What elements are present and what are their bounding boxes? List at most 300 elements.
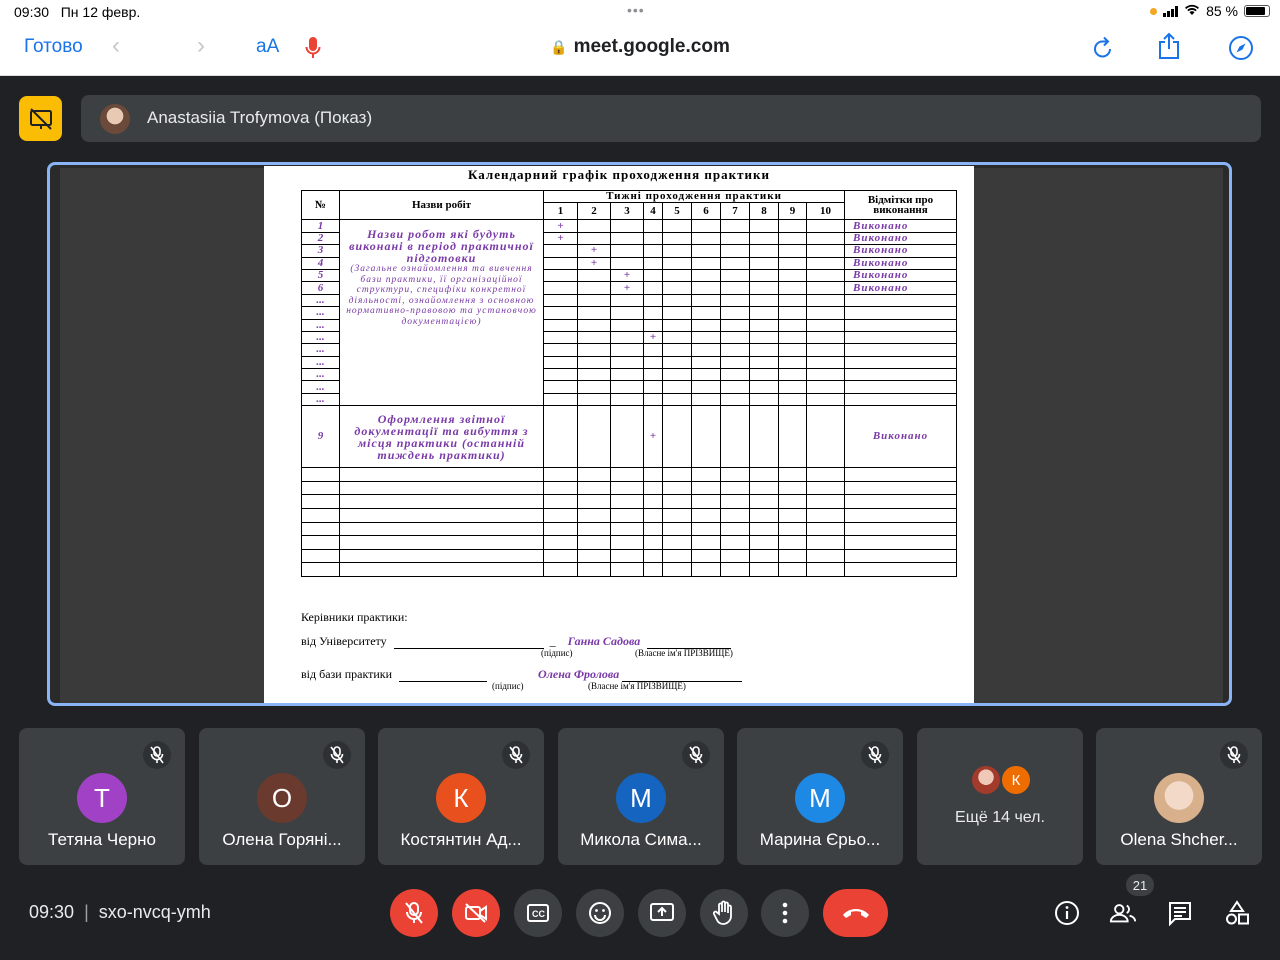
work-description-cell	[340, 220, 544, 406]
week-cell	[692, 257, 721, 269]
week-cell	[750, 245, 779, 257]
empty-cell	[845, 495, 957, 509]
table-row-9	[302, 406, 957, 468]
row-number: ...	[302, 381, 340, 393]
week-cell	[779, 406, 807, 468]
week-cell	[644, 245, 663, 257]
empty-cell	[544, 563, 578, 577]
empty-cell	[644, 536, 663, 550]
work-title: Назви робот які будуть виконані в період практичної підготовки	[349, 227, 534, 266]
empty-cell	[807, 536, 845, 550]
week-cell	[544, 319, 578, 331]
presenter-bar[interactable]	[81, 95, 1261, 142]
muted-mic-icon	[143, 741, 171, 769]
empty-cell	[340, 509, 544, 523]
week-cell	[544, 356, 578, 368]
week-cell	[611, 381, 644, 393]
week-cell	[692, 344, 721, 356]
empty-cell	[340, 549, 544, 563]
empty-cell	[807, 522, 845, 536]
week-number: 2	[578, 203, 611, 220]
empty-cell	[544, 536, 578, 550]
week-cell	[750, 319, 779, 331]
divider: |	[84, 902, 89, 922]
week-cell	[750, 232, 779, 244]
completion-mark	[845, 369, 957, 381]
week-cell	[807, 232, 845, 244]
participant-name: Костянтин Ад...	[400, 830, 522, 849]
week-cell	[663, 393, 692, 405]
muted-mic-icon	[502, 741, 530, 769]
empty-cell	[750, 509, 779, 523]
week-cell	[544, 331, 578, 343]
week-cell	[750, 344, 779, 356]
week-cell	[644, 319, 663, 331]
empty-cell	[721, 522, 750, 536]
participant-avatar	[436, 773, 486, 823]
week-cell	[692, 269, 721, 281]
week-cell	[578, 282, 611, 294]
completion-mark	[845, 344, 957, 356]
text-size-button[interactable]: аА	[256, 36, 280, 57]
empty-cell	[807, 509, 845, 523]
muted-mic-icon	[861, 741, 889, 769]
week-cell	[663, 220, 692, 232]
name-caption: (Власне ім'я ПРІЗВИЩЕ)	[635, 648, 733, 658]
orange-dot-icon	[1150, 8, 1157, 15]
week-cell	[611, 257, 644, 269]
people-count-badge: 21	[1126, 874, 1154, 896]
compass-icon[interactable]	[1228, 35, 1254, 67]
week-cell	[721, 319, 750, 331]
shared-screen[interactable]	[47, 162, 1232, 706]
empty-cell	[340, 522, 544, 536]
week-cell	[611, 393, 644, 405]
header-weeks: Тижні проходження практики	[544, 191, 845, 203]
week-cell	[663, 257, 692, 269]
battery-percent: 85 %	[1206, 3, 1238, 19]
more-options-button[interactable]	[761, 889, 809, 937]
week-cell	[578, 307, 611, 319]
week-cell	[644, 282, 663, 294]
empty-cell	[302, 509, 340, 523]
week-cell	[578, 269, 611, 281]
week-cell	[578, 232, 611, 244]
empty-cell	[807, 563, 845, 577]
empty-row	[302, 522, 957, 536]
base-label: від бази практики	[301, 667, 393, 681]
muted-mic-icon	[323, 741, 351, 769]
empty-cell	[663, 563, 692, 577]
participant-avatar	[795, 773, 845, 823]
plus-mark: +	[544, 232, 578, 244]
week-cell	[644, 294, 663, 306]
forward-icon[interactable]: ›	[197, 32, 205, 59]
week-cell	[611, 245, 644, 257]
meeting-details-button[interactable]	[1053, 899, 1081, 927]
week-cell	[750, 282, 779, 294]
empty-cell	[845, 509, 957, 523]
empty-cell	[807, 468, 845, 482]
week-cell	[663, 319, 692, 331]
empty-cell	[750, 563, 779, 577]
empty-cell	[779, 522, 807, 536]
week-cell	[750, 393, 779, 405]
participant-tile[interactable]	[378, 728, 544, 865]
back-icon[interactable]: ‹	[112, 32, 120, 59]
week-cell	[779, 307, 807, 319]
week-cell	[663, 369, 692, 381]
empty-cell	[807, 495, 845, 509]
week-cell	[692, 307, 721, 319]
week-cell	[644, 356, 663, 368]
week-cell	[692, 232, 721, 244]
row-number: 6	[302, 282, 340, 294]
week-cell	[807, 245, 845, 257]
header-marks: Відмітки про виконання	[845, 191, 957, 220]
week-cell	[578, 356, 611, 368]
empty-cell	[644, 468, 663, 482]
row-number: 9	[302, 406, 340, 468]
week-cell	[578, 344, 611, 356]
university-supervisor-name: Ганна Садова	[567, 634, 641, 648]
participant-avatar	[77, 773, 127, 823]
week-cell	[611, 232, 644, 244]
empty-cell	[845, 468, 957, 482]
week-cell	[750, 220, 779, 232]
name-caption: (Власне ім'я ПРІЗВИЩЕ)	[588, 681, 686, 691]
week-cell	[611, 220, 644, 232]
week-cell	[544, 282, 578, 294]
week-cell	[692, 220, 721, 232]
week-cell	[663, 406, 692, 468]
week-cell	[807, 269, 845, 281]
participant-tile[interactable]	[1096, 728, 1262, 865]
week-cell	[663, 307, 692, 319]
empty-cell	[663, 495, 692, 509]
plus-mark: +	[644, 406, 663, 468]
present-button[interactable]	[638, 889, 686, 937]
week-cell	[779, 356, 807, 368]
week-cell	[692, 282, 721, 294]
reactions-button[interactable]	[576, 889, 624, 937]
week-cell	[779, 344, 807, 356]
presentation-indicator-icon[interactable]	[19, 96, 62, 141]
avatar-initial: М	[630, 782, 652, 813]
done-button[interactable]: Готово	[24, 36, 83, 57]
row-number: 5	[302, 269, 340, 281]
week-cell	[611, 294, 644, 306]
empty-cell	[750, 522, 779, 536]
week-cell	[779, 257, 807, 269]
empty-cell	[544, 509, 578, 523]
row-number: ...	[302, 294, 340, 306]
empty-cell	[721, 549, 750, 563]
week-cell	[663, 232, 692, 244]
empty-cell	[779, 495, 807, 509]
week-cell	[750, 307, 779, 319]
participant-tile[interactable]	[737, 728, 903, 865]
week-cell	[721, 294, 750, 306]
week-cell	[721, 393, 750, 405]
base-supervisor-name: Олена Фролова	[538, 667, 620, 681]
empty-cell	[644, 549, 663, 563]
plus-mark: +	[644, 331, 663, 343]
chat-button[interactable]	[1166, 899, 1194, 927]
empty-cell	[578, 468, 611, 482]
empty-cell	[692, 468, 721, 482]
week-cell	[692, 369, 721, 381]
completion-mark: Виконано	[845, 232, 957, 244]
empty-cell	[721, 536, 750, 550]
empty-row	[302, 563, 957, 577]
more-participants-tile[interactable]	[917, 728, 1083, 865]
more-participants-label: Ещё 14 чел.	[955, 809, 1045, 826]
row-number: ...	[302, 369, 340, 381]
reload-icon[interactable]	[1092, 36, 1114, 66]
week-cell	[750, 369, 779, 381]
empty-cell	[302, 468, 340, 482]
week-cell	[807, 294, 845, 306]
week-cell	[721, 220, 750, 232]
activities-button[interactable]	[1223, 899, 1251, 927]
week-cell	[750, 356, 779, 368]
shapes-icon	[1224, 900, 1250, 926]
empty-cell	[611, 536, 644, 550]
completion-mark	[845, 307, 957, 319]
empty-row	[302, 549, 957, 563]
row-number: 2	[302, 232, 340, 244]
week-cell	[544, 294, 578, 306]
document-title: Календарний графік проходження практики	[468, 167, 770, 182]
empty-cell	[845, 522, 957, 536]
row-number: ...	[302, 344, 340, 356]
week-cell	[779, 319, 807, 331]
week-cell	[663, 294, 692, 306]
week-cell	[807, 344, 845, 356]
avatar-initial: О	[271, 782, 293, 813]
empty-cell	[578, 481, 611, 495]
empty-cell	[663, 522, 692, 536]
completion-mark	[845, 331, 957, 343]
people-icon	[1109, 901, 1137, 925]
multitasking-dots-icon[interactable]: •••	[627, 2, 645, 18]
empty-cell	[663, 549, 692, 563]
avatar-initial: К	[1011, 771, 1021, 789]
empty-cell	[750, 481, 779, 495]
week-cell	[611, 369, 644, 381]
leave-call-button[interactable]	[823, 889, 888, 937]
hand-icon	[712, 900, 736, 926]
empty-cell	[340, 468, 544, 482]
week-cell	[779, 331, 807, 343]
week-cell	[663, 381, 692, 393]
work-note: (Загальне ознайомлення та вивчення бази практики, її організаційної структури, специфіки конкретної діяльності, ознайомлення з основною нормативно-правовою та установчою документацією)	[346, 264, 537, 327]
chat-icon	[1167, 900, 1193, 926]
week-cell	[807, 282, 845, 294]
week-cell	[779, 269, 807, 281]
week-cell	[644, 257, 663, 269]
empty-cell	[779, 468, 807, 482]
participant-tile[interactable]	[558, 728, 724, 865]
empty-cell	[611, 563, 644, 577]
week-cell	[644, 232, 663, 244]
week-cell	[721, 356, 750, 368]
empty-cell	[779, 549, 807, 563]
presenter-name: Anastasiia Trofymova (Показ)	[147, 108, 373, 127]
completion-mark	[845, 381, 957, 393]
participant-name: Микола Сима...	[580, 830, 702, 849]
present-screen-icon	[649, 902, 675, 924]
empty-cell	[750, 549, 779, 563]
empty-cell	[340, 563, 544, 577]
hang-up-icon	[841, 906, 871, 920]
week-cell	[692, 381, 721, 393]
week-cell	[644, 369, 663, 381]
empty-cell	[340, 495, 544, 509]
week-cell	[663, 356, 692, 368]
week-cell	[644, 220, 663, 232]
empty-cell	[692, 481, 721, 495]
url-text: meet.google.com	[573, 36, 730, 57]
empty-cell	[779, 509, 807, 523]
week-cell	[779, 245, 807, 257]
battery-icon	[1244, 5, 1270, 17]
week-cell	[644, 269, 663, 281]
wifi-icon	[1184, 3, 1200, 19]
empty-cell	[663, 468, 692, 482]
empty-cell	[692, 522, 721, 536]
empty-cell	[578, 563, 611, 577]
week-cell	[578, 331, 611, 343]
empty-cell	[611, 468, 644, 482]
participant-name: Олена Горяні...	[222, 830, 342, 849]
empty-cell	[302, 481, 340, 495]
completion-mark: Виконано	[845, 406, 957, 468]
avatar-initial: М	[809, 782, 831, 813]
completion-mark: Виконано	[845, 245, 957, 257]
meeting-info	[29, 902, 211, 923]
week-cell	[721, 282, 750, 294]
empty-cell	[779, 536, 807, 550]
people-button[interactable]	[1109, 899, 1137, 927]
participant-tile[interactable]	[199, 728, 365, 865]
week-cell	[807, 406, 845, 468]
week-cell	[663, 344, 692, 356]
share-icon[interactable]	[1157, 32, 1181, 66]
week-cell	[779, 282, 807, 294]
empty-row	[302, 509, 957, 523]
week-cell	[611, 307, 644, 319]
completion-mark	[845, 393, 957, 405]
row-number: 3	[302, 245, 340, 257]
empty-cell	[721, 563, 750, 577]
week-cell	[611, 331, 644, 343]
signature-line	[399, 670, 487, 682]
week-cell	[692, 331, 721, 343]
status-date: Пн 12 февр.	[60, 4, 141, 20]
captions-button[interactable]	[514, 889, 562, 937]
completion-mark	[845, 294, 957, 306]
browser-toolbar	[0, 24, 1280, 76]
participant-tile[interactable]	[19, 728, 185, 865]
shared-document	[264, 166, 974, 704]
empty-cell	[779, 481, 807, 495]
raise-hand-button[interactable]	[700, 889, 748, 937]
week-cell	[807, 369, 845, 381]
completion-mark	[845, 356, 957, 368]
week-cell	[692, 406, 721, 468]
muted-mic-icon	[682, 741, 710, 769]
week-cell	[807, 307, 845, 319]
week-cell	[692, 294, 721, 306]
empty-cell	[845, 481, 957, 495]
header-work-name: Назви робіт	[340, 191, 544, 220]
camera-off-icon	[463, 902, 489, 924]
empty-cell	[302, 549, 340, 563]
empty-cell	[302, 536, 340, 550]
week-cell	[721, 381, 750, 393]
week-cell	[544, 369, 578, 381]
schedule-table	[301, 190, 957, 577]
row-number: ...	[302, 356, 340, 368]
week-cell	[721, 307, 750, 319]
participant-name: Марина Єрьо...	[759, 830, 881, 849]
plus-mark: +	[578, 257, 611, 269]
plus-mark: +	[578, 245, 611, 257]
empty-cell	[750, 495, 779, 509]
meeting-controls	[0, 877, 1280, 960]
captions-icon	[526, 903, 550, 923]
empty-cell	[845, 536, 957, 550]
mic-toggle-button[interactable]	[390, 889, 438, 937]
empty-cell	[340, 536, 544, 550]
week-cell	[544, 257, 578, 269]
participant-name: Тетяна Черно	[48, 830, 156, 849]
week-number: 3	[611, 203, 644, 220]
empty-cell	[544, 481, 578, 495]
empty-cell	[302, 495, 340, 509]
empty-cell	[692, 563, 721, 577]
empty-cell	[302, 563, 340, 577]
university-label: від Університету	[301, 634, 387, 648]
status-time: 09:30	[14, 4, 50, 20]
week-cell	[721, 369, 750, 381]
week-cell	[807, 220, 845, 232]
empty-cell	[578, 522, 611, 536]
week-number: 5	[663, 203, 692, 220]
empty-cell	[578, 509, 611, 523]
week-cell	[779, 381, 807, 393]
empty-cell	[578, 536, 611, 550]
row-number: ...	[302, 331, 340, 343]
participant-avatar	[616, 773, 666, 823]
empty-cell	[544, 468, 578, 482]
empty-cell	[663, 509, 692, 523]
empty-cell	[644, 522, 663, 536]
week-cell	[807, 381, 845, 393]
camera-toggle-button[interactable]	[452, 889, 500, 937]
empty-row	[302, 481, 957, 495]
empty-cell	[779, 563, 807, 577]
empty-cell	[845, 549, 957, 563]
completion-mark: Виконано	[845, 257, 957, 269]
muted-mic-icon	[1220, 741, 1248, 769]
empty-cell	[750, 536, 779, 550]
address-bar[interactable]	[0, 36, 1280, 58]
week-cell	[544, 381, 578, 393]
meeting-code: sxo-nvcq-ymh	[98, 902, 211, 922]
